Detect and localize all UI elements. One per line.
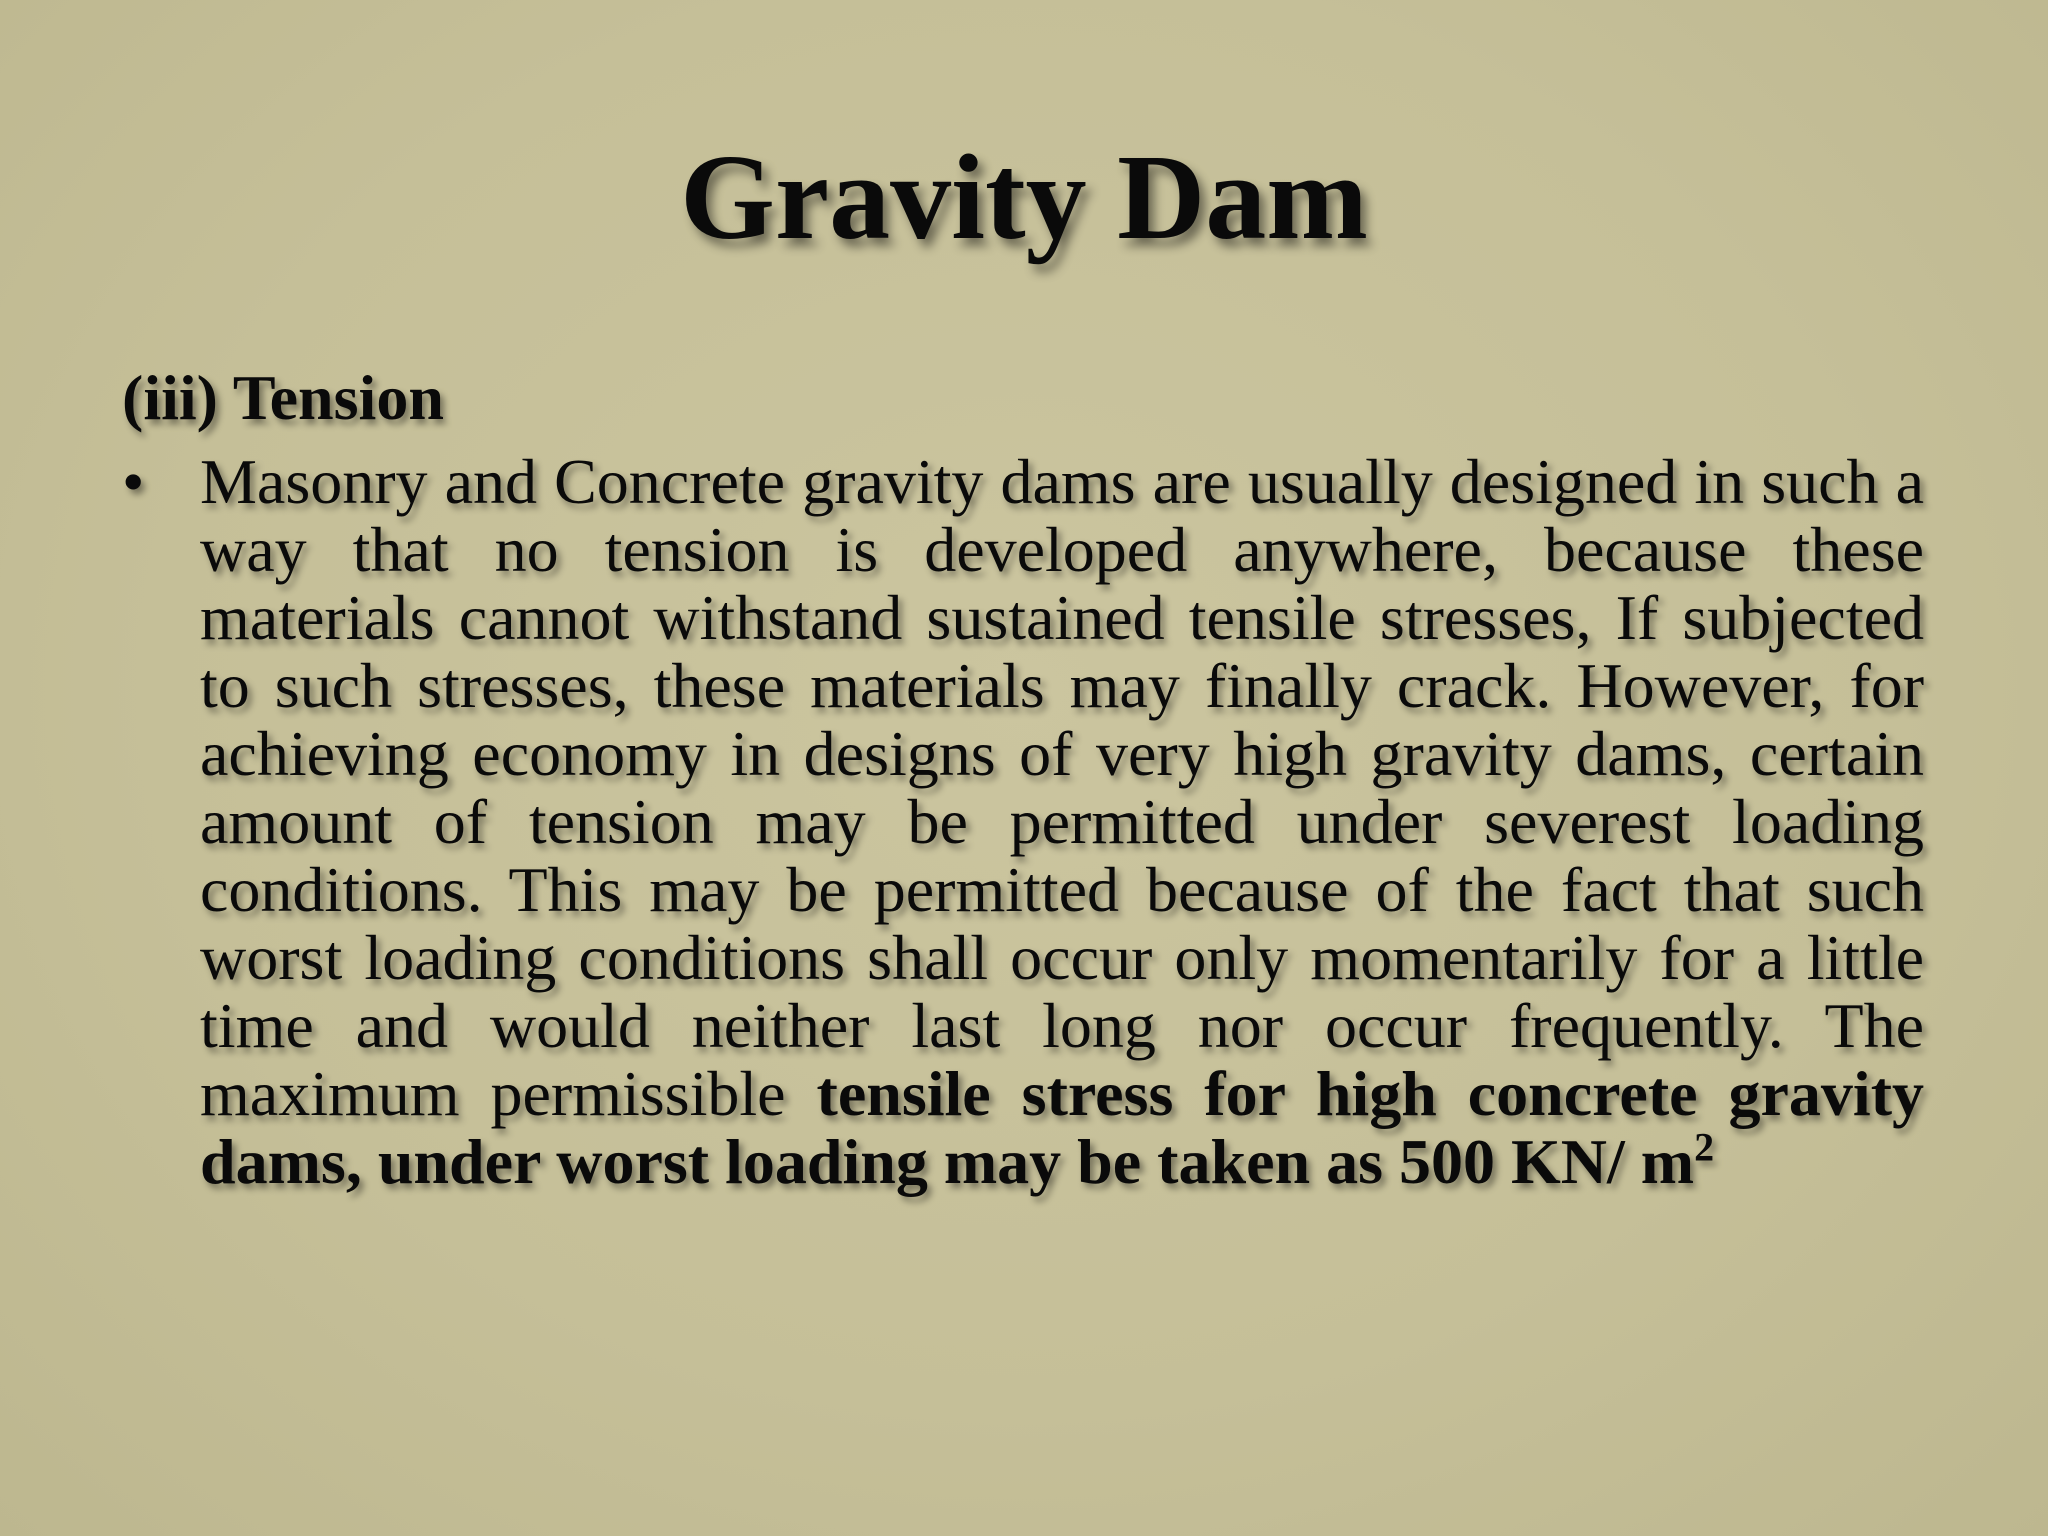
bullet-marker: • <box>122 446 145 517</box>
slide-title: Gravity Dam <box>680 130 1368 265</box>
bullet-paragraph <box>200 448 1924 1196</box>
paragraph-superscript: 2 <box>1694 1124 1715 1170</box>
paragraph-plain-text: Masonry and Concrete gravity dams are usually designed in such a way that no tension is developed anywhere, because these materials cannot withstand sustained tensile stresses, If subjected to such stresses, these materials may finally crack. However, for achieving economy in designs of very high gravity dams, certain amount of tension may be permitted under severest loading conditions. This may be permitted because of the fact that such worst loading conditions shall occur only momentarily for a little time and would neither last long nor occur frequently. The maximum permissible <box>200 446 1924 1129</box>
section-heading: (iii) Tension <box>122 362 444 433</box>
paragraph-bold-text: tensile stress for high concrete gravity dams, under worst loading may be taken as 500 KN/ m <box>200 1058 1925 1197</box>
